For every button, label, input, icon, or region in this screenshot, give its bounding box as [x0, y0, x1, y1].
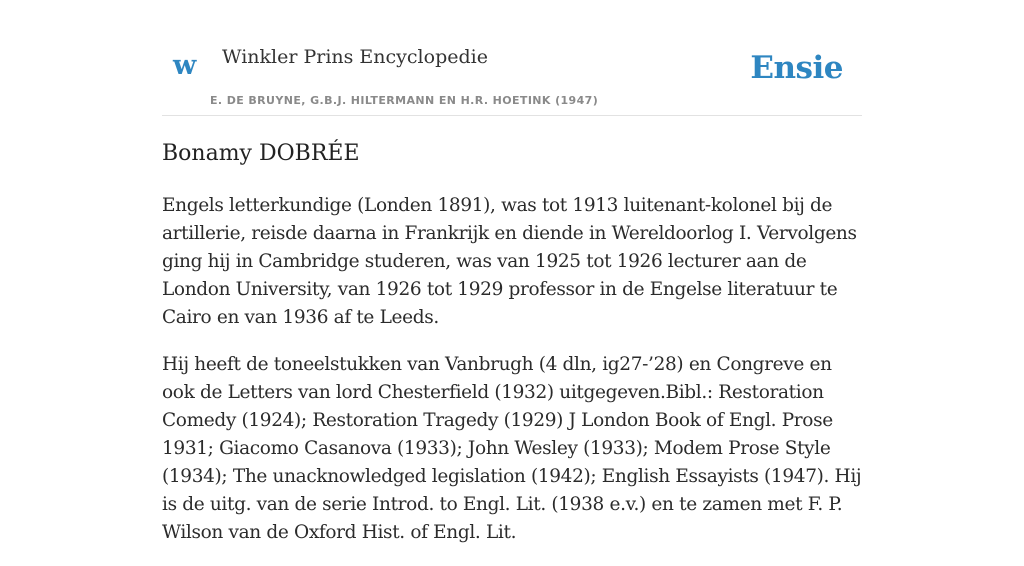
article-paragraph: Engels letterkundige (Londen 1891), was tot 1913 luitenant-kolonel bij de artillerie, reisde daarna in Frankrijk en diende in Wereldoorlog I. Vervolgens ging hij in Cambridge studeren, was van 1925 tot 1926 lecturer aan de London University, van 1926 tot 1929 professor in de Engelse literatuur te Cairo en van 1936 af te Leeds. [162, 195, 857, 328]
header-divider [162, 115, 862, 116]
article-title: Bonamy DOBRÉE [162, 141, 360, 166]
brand-logo-link[interactable]: Ensie [750, 50, 843, 86]
site-subtitle: E. DE BRUYNE, G.B.J. HILTERMANN EN H.R. HOETINK (1947) [210, 94, 599, 107]
site-title-link[interactable]: Winkler Prins Encyclopedie [222, 46, 488, 68]
article-body [162, 192, 862, 566]
article-paragraph: Hij heeft de toneelstukken van Vanbrugh (4 dln, ig27-’28) en Congreve en ook de Letters van lord Chesterfield (1932) uitgegeven.Bibl.: Restoration Comedy (1924); Restoration Tragedy (1929) J London Book of Engl. Prose 1931; Giacomo Casanova (1933); John Wesley (1933); Modem Prose Style (1934); The unacknowledged legislation (1942); English Essayists (1947). Hij is de uitg. van de serie Introd. to Engl. Lit. (1938 e.v.) en te zamen met F. P. Wilson van de Oxford Hist. of Engl. Lit. [162, 354, 862, 543]
site-logo-icon[interactable]: w [173, 50, 197, 81]
